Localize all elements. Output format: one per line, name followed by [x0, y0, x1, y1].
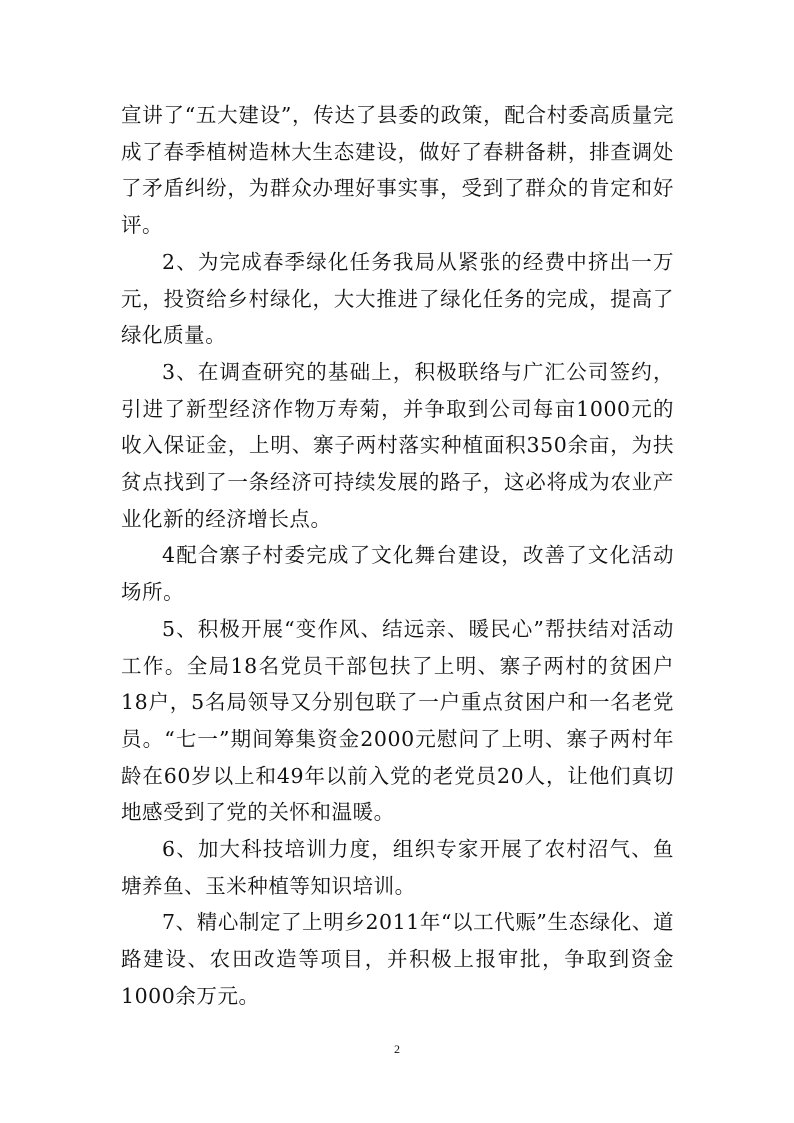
paragraph-item-5: 5、积极开展“变作风、结远亲、暖民心”帮扶结对活动工作。全局18名党员干部包扶了上明、寨子两村的贫困户18户，5名局领导又分别包联了一户重点贫困户和一名老党员。“七一”期间筹集资金2000元慰问了上明、寨子两村年龄在60岁以上和49年以前入党的老党员20人，让他们真切地感受到了党的关怀和温暖。: [121, 616, 674, 825]
page-number: 2: [394, 1042, 400, 1056]
paragraph-item-4: 4配合寨子村委完成了文化舞台建设，改善了文化活动场所。: [121, 543, 674, 605]
document-body: [121, 97, 674, 1015]
paragraph-item-3: 3、在调查研究的基础上，积极联络与广汇公司签约，引进了新型经济作物万寿菊，并争取到公司每亩1000元的收入保证金，上明、寨子两村落实种植面积350余亩，为扶贫点找到了一条经济可持续发展的路子，这必将成为农业产业化新的经济增长点。: [121, 359, 674, 531]
paragraph-item-7: 7、精心制定了上明乡2011年“以工代赈”生态绿化、道路建设、农田改造等项目，并积极上报审批，争取到资金1000余万元。: [121, 910, 674, 1008]
paragraph-item-6: 6、加大科技培训力度，组织专家开展了农村沼气、鱼塘养鱼、玉米种植等知识培训。: [121, 837, 674, 898]
paragraph-continuation: 宣讲了“五大建设”，传达了县委的政策，配合村委高质量完成了春季植树造林大生态建设，做好了春耕备耕，排查调处了矛盾纠纷，为群众办理好事实事，受到了群众的肯定和好评。: [121, 103, 674, 238]
paragraph-item-2: 2、为完成春季绿化任务我局从紧张的经费中挤出一万元，投资给乡村绿化，大大推进了绿化任务的完成，提高了绿化质量。: [121, 249, 674, 348]
